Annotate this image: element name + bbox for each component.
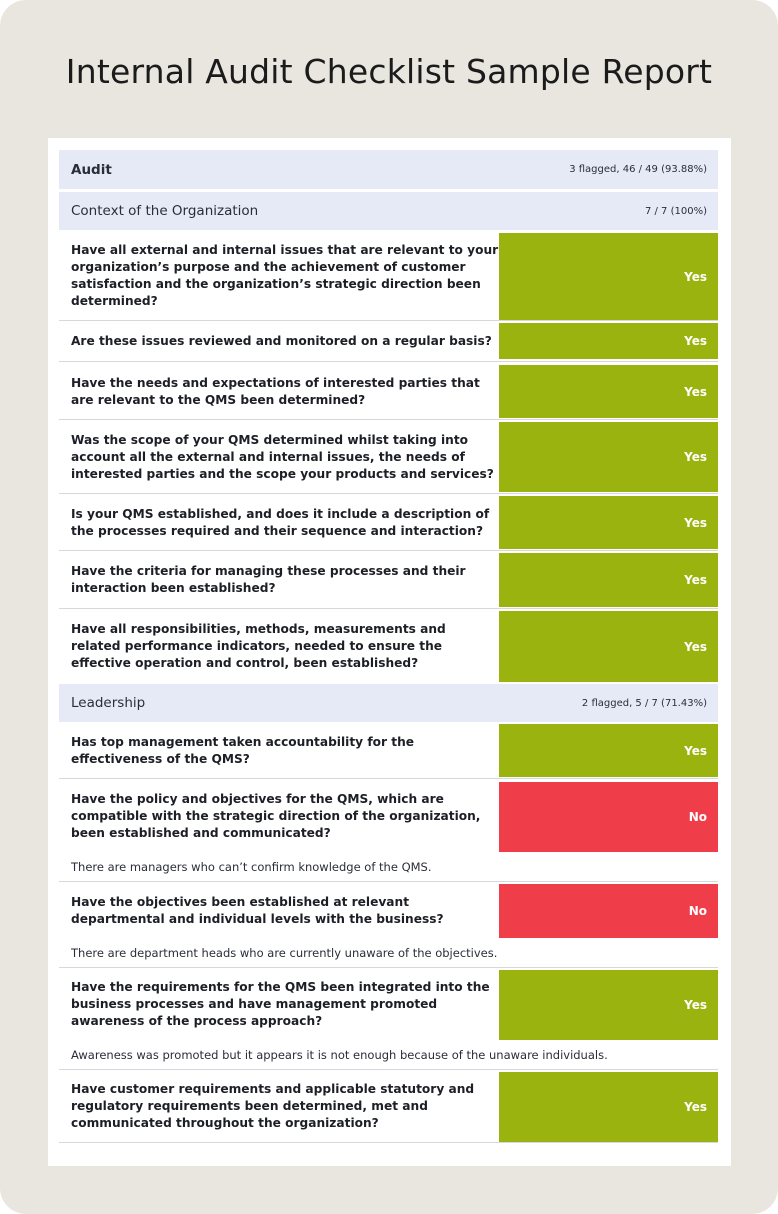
- question-note: Awareness was promoted but it appears it is not enough because of the unaware individuals.: [71, 1048, 608, 1062]
- question-text: Have the objectives been established at relevant departmental and individual levels with the business?: [71, 895, 444, 926]
- question-text: Have the criteria for managing these processes and their interaction been established?: [71, 564, 466, 595]
- answer-yes: Yes: [499, 553, 718, 607]
- question-text: Have the needs and expectations of interested parties that are relevant to the QMS been determined?: [71, 375, 480, 407]
- audit-header: [59, 150, 718, 189]
- answer-yes: Yes: [499, 365, 718, 418]
- question-row: [59, 610, 718, 683]
- answer-yes: Yes: [499, 496, 718, 549]
- section-score: 2 flagged, 5 / 7 (71.43%): [581, 697, 707, 709]
- question-row: [59, 969, 718, 1070]
- answer-no: No: [499, 782, 718, 852]
- section-score: 7 / 7 (100%): [644, 205, 707, 217]
- question-text: Have the requirements for the QMS been integrated into the business processes and have management promoted awareness of the process approach?: [71, 980, 490, 1028]
- answer-no: No: [499, 884, 718, 938]
- question-row: [59, 364, 718, 420]
- section-title: Context of the Organization: [71, 203, 259, 219]
- page-title: Internal Audit Checklist Sample Report: [65, 52, 713, 91]
- audit-report-sheet: [48, 138, 731, 1166]
- answer-yes: Yes: [499, 611, 718, 682]
- audit-score: 3 flagged, 46 / 49 (93.88%): [569, 164, 707, 175]
- question-row: [59, 883, 718, 968]
- question-text: Have all external and internal issues that are relevant to your organization’s purpose and the achievement of customer satisfaction and the organization’s strategic direction been determined?: [71, 243, 499, 308]
- question-text: Has top management taken accountability for the effectiveness of the QMS?: [71, 734, 415, 766]
- question-text: Have customer requirements and applicable statutory and regulatory requirements been determined, met and communicated throughout the organization?: [71, 1082, 475, 1130]
- answer-yes: Yes: [499, 970, 718, 1040]
- question-row: [59, 1071, 718, 1143]
- question-text: Was the scope of your QMS determined whilst taking into account all the external and internal issues, the needs of interested parties and the scope your products and services?: [71, 432, 494, 481]
- question-text: Have the policy and objectives for the QMS, which are compatible with the strategic direction of the organization, been established and communicated?: [71, 792, 481, 840]
- answer-yes: Yes: [499, 1072, 718, 1142]
- question-row: [59, 781, 718, 882]
- question-row: [59, 552, 718, 609]
- answer-yes: Yes: [499, 323, 718, 359]
- audit-title: Audit: [71, 161, 112, 178]
- question-row: [59, 232, 718, 321]
- question-row: [59, 322, 718, 362]
- question-row: [59, 421, 718, 494]
- question-text: Is your QMS established, and does it include a description of the processes required and their sequence and interaction?: [71, 506, 490, 538]
- question-note: There are managers who can’t confirm knowledge of the QMS.: [71, 860, 432, 874]
- section-header-context: [59, 192, 718, 230]
- question-row: [59, 495, 718, 551]
- answer-yes: Yes: [499, 724, 718, 777]
- answer-yes: Yes: [499, 422, 718, 492]
- section-header-leadership: [59, 684, 718, 722]
- question-row: [59, 723, 718, 779]
- question-text: Have all responsibilities, methods, measurements and related performance indicators, needed to ensure the effective operation and control, been established?: [71, 622, 446, 670]
- question-note: There are department heads who are currently unaware of the objectives.: [71, 946, 498, 960]
- section-title: Leadership: [71, 695, 146, 711]
- question-text: Are these issues reviewed and monitored on a regular basis?: [71, 334, 492, 348]
- answer-yes: Yes: [499, 233, 718, 320]
